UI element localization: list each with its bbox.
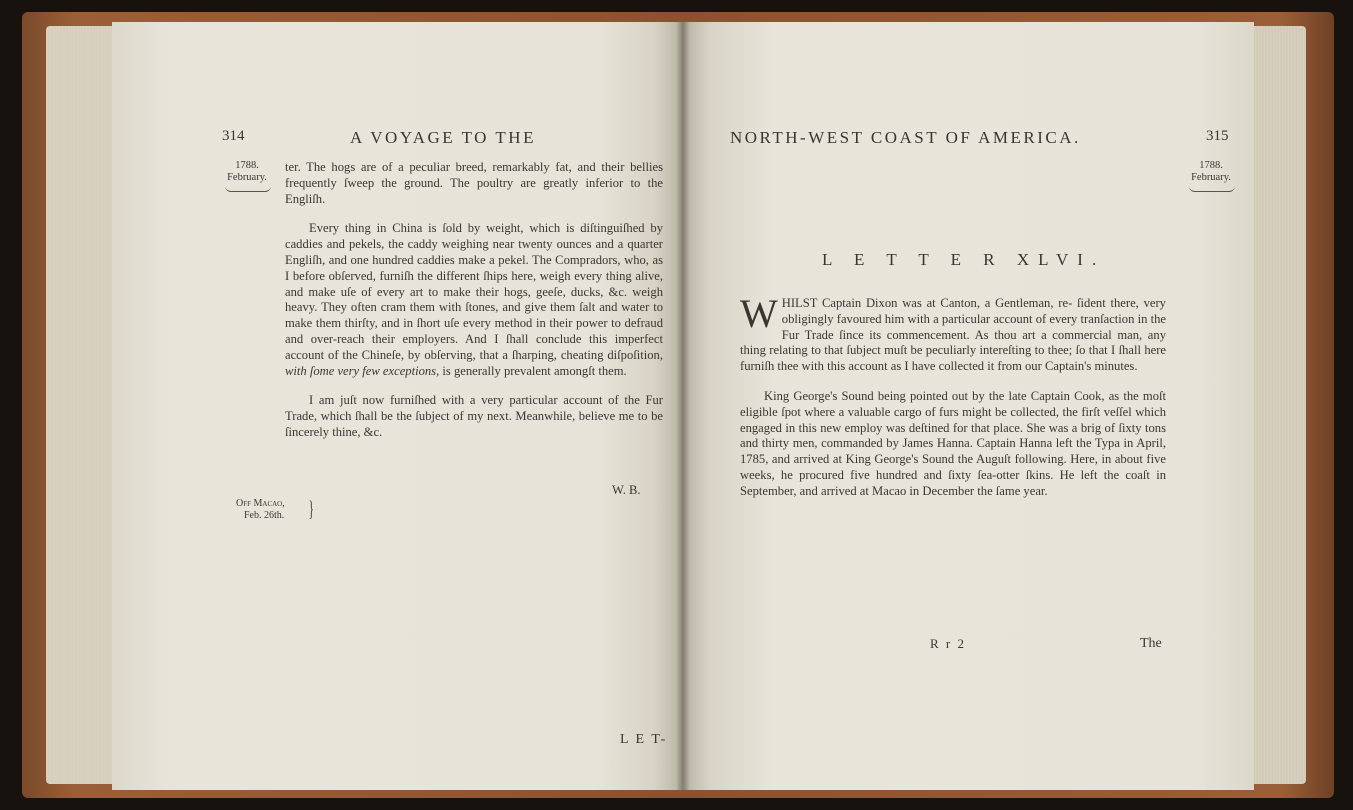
signature-mark: R r 2 [930, 636, 966, 651]
left-body-text [285, 160, 663, 455]
left-paragraph-2-end: is generally prevalent amongſt them. [442, 363, 627, 378]
left-place-line2: Feb. 26th. [244, 510, 285, 521]
right-paragraph-1-rest: ſident there, very obligingly favoured him with a particular account of every tranſaction in the Fur Trade ſince its commencement. As thou art a commercial man, any thing relating to that ſubject muſt be peculiarly intereſting to thee; ſo that I ſhall here furniſh thee with this account as I have collected it from our Captain's minutes. [740, 296, 1166, 374]
left-paragraph-1: ter. The hogs are of a peculiar breed, remarkably fat, and their bellies frequently ſweep the ground. The poultry are greatly inferior to the Engliſh. [285, 160, 663, 206]
letter-title: L E T T E R XLVI. [822, 250, 1106, 269]
right-paragraph-1 [740, 291, 1166, 375]
right-catchword: The [1140, 636, 1162, 651]
page-edges-left [46, 26, 122, 784]
right-body-text [740, 291, 1166, 514]
right-side-year: 1788. [1199, 160, 1223, 171]
left-side-month: February. [227, 172, 267, 183]
left-place-brace: } [308, 496, 314, 521]
right-paragraph-2: King George's Sound being pointed out by the late Captain Cook, as the moſt eligible ſpot where a valuable cargo of furs might be collected, the firſt veſſel which engaged in this new employ was deſtined for that place. She was a brig of ſixty tons and thirty men, commanded by James Hanna. Captain Hanna left the Typa in April, 1785, and arrived at King George's Sound the Auguſt following. Here, in about five weeks, he procured five hundred and ſixty ſea-otter ſkins. He left the coaſt in September, and arrived at Macao in December the ſame year. [740, 388, 1166, 498]
drop-cap: W [740, 291, 778, 336]
left-page-number: 314 [222, 128, 245, 144]
left-catchword: L E T- [620, 732, 668, 747]
book-gutter [676, 22, 690, 790]
page-edges-right [1248, 26, 1306, 784]
right-running-head: NORTH-WEST COAST OF AMERICA. [730, 128, 1081, 147]
right-margin-date [1186, 160, 1236, 184]
left-signature: W. B. [612, 483, 641, 497]
left-place-line1: Off Macao, [236, 498, 285, 509]
left-paragraph-2-main: Every thing in China is ſold by weight, which is diſtinguiſhed by caddies and pekels, the caddy weighing near twenty ounces and a quarter Engliſh, and one hundred caddies make a pekel. The Compradors, who, as I before obſerved, furniſh the different ſhips here, weigh every thing alive, and make uſe of every art to make their hogs, geeſe, ducks, &c. weigh heavy. They often cram them with ſtones, and give them ſalt and water to make them thirſty, and in ſhort uſe every method in their power to defraud and over-reach their employers. And I ſhall conclude this imperfect account of the Chineſe, by obſerving, that a ſharping, cheating diſpoſition, [285, 221, 663, 362]
left-side-year: 1788. [235, 160, 259, 171]
left-running-head: A VOYAGE TO THE [350, 128, 536, 147]
right-page-number: 315 [1206, 128, 1229, 144]
left-paragraph-2 [285, 221, 663, 379]
right-side-brace [1189, 186, 1235, 192]
left-margin-date [222, 160, 272, 184]
left-paragraph-3: I am juſt now furniſhed with a very particular account of the Fur Trade, which ſhall be the ſubject of my next. Meanwhile, believe me to be ſincerely thine, &c. [285, 393, 663, 439]
right-side-month: February. [1191, 172, 1231, 183]
right-paragraph-1-first: HILST Captain Dixon was at Canton, a Gentleman, re- [781, 296, 1073, 310]
left-paragraph-2-italic: with ſome very few exceptions, [285, 363, 440, 378]
left-place-date [236, 498, 285, 522]
left-side-brace [225, 186, 271, 192]
